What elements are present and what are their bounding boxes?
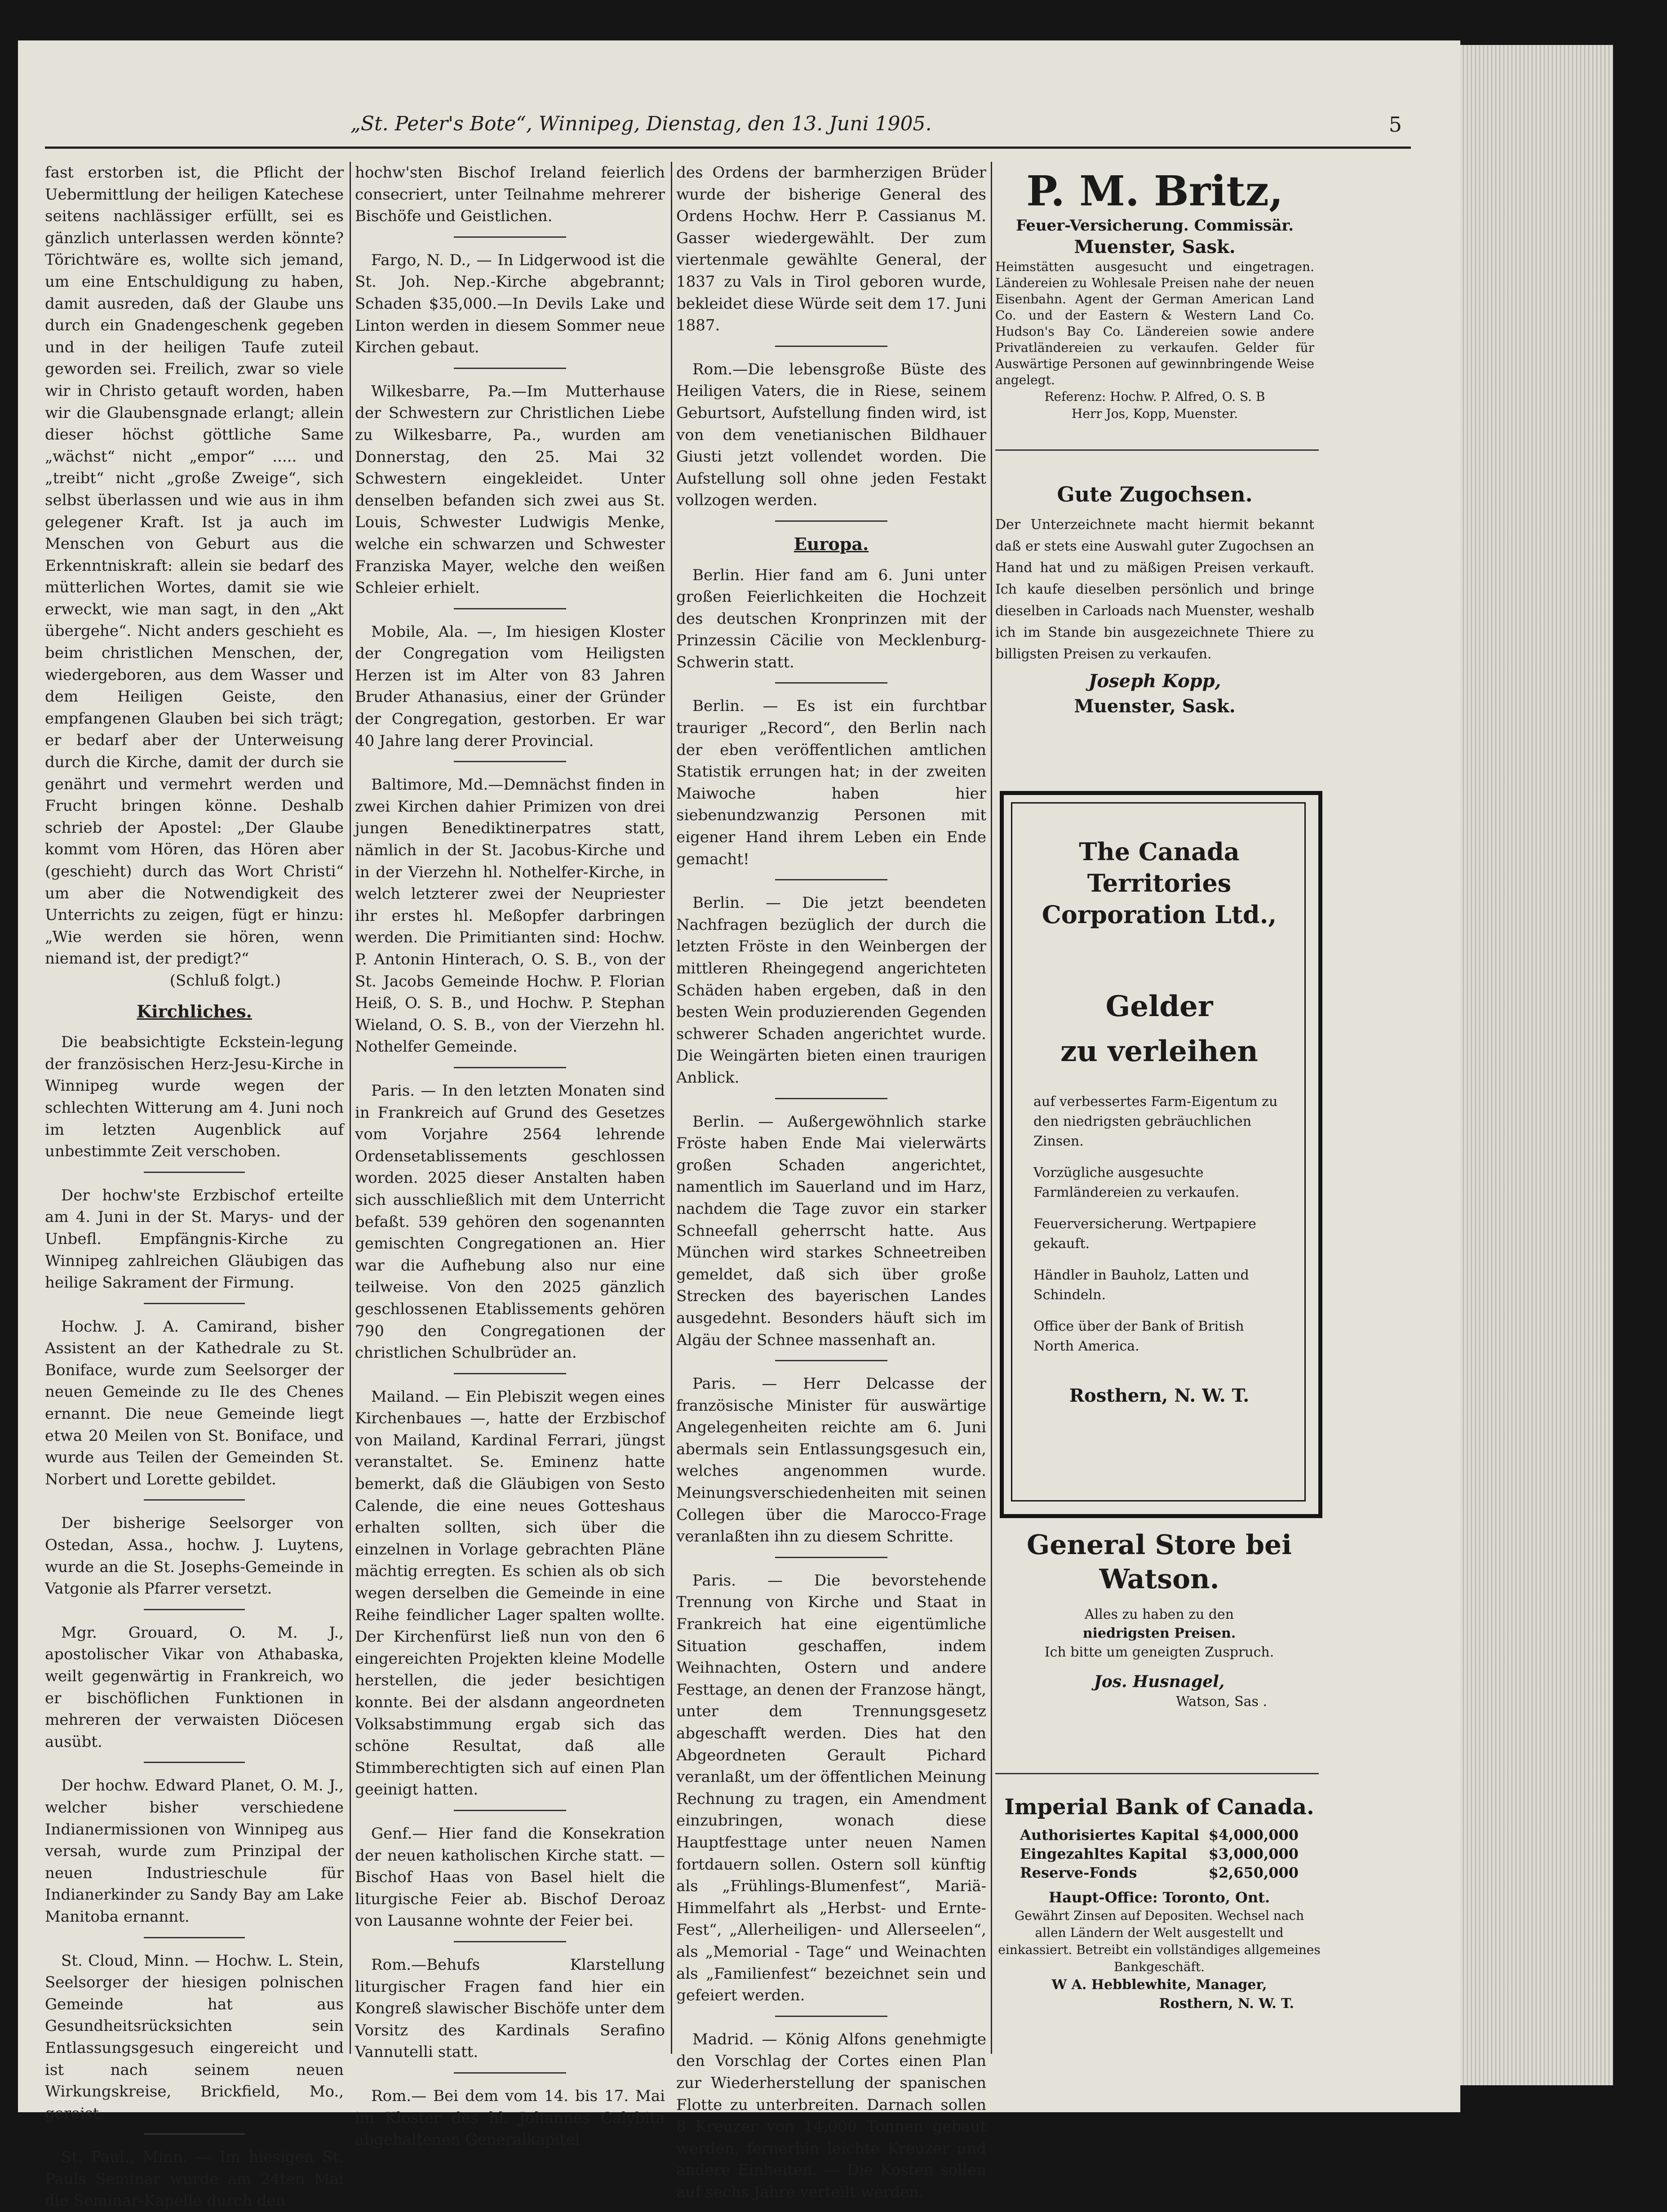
column-rule-3 <box>991 162 992 2054</box>
separator <box>775 1360 887 1361</box>
separator <box>144 1937 245 1938</box>
ad-britz-place: Muenster, Sask. <box>1074 236 1236 258</box>
column-2 <box>355 162 665 2151</box>
header-title: „St. Peter's Bote“, Winnipeg, Dienstag, den 13. Juni 1905. <box>350 112 932 135</box>
ad-britz <box>995 166 1314 422</box>
ad-kopp <box>995 481 1314 719</box>
ad-bank-place: Rosthern, N. W. T. <box>1159 1996 1294 2012</box>
news-item: Hochw. J. A. Camirand, bisher Assistent an der Kathedrale zu St. Boniface, wurde zum Seelsorger der neuen Gemeinde zu Ile des Chenes ernannt. Die neue Gemeinde liegt etwa 20 Meilen von St. Boniface, und wurde aus Teilen der Gemeinden St. Norbert und Lorette gebildet. <box>45 1317 344 1488</box>
news-item: Genf.— Hier fand die Konsekration der neuen katholischen Kirche statt. — Bischof Haas von Basel hielt die liturgische Feier ab. Bischof Deroaz von Lausanne wohnte der Feier bei. <box>355 1824 665 1930</box>
ad-divider <box>995 1773 1319 1774</box>
ad-britz-role: Feuer-Versicherung. Commissär. <box>1015 217 1294 235</box>
separator <box>144 1609 245 1610</box>
separator <box>454 2072 566 2074</box>
ad-watson-title: General Store bei <box>1026 1529 1292 1561</box>
separator <box>454 1810 566 1811</box>
column-1 <box>45 162 344 2212</box>
table-row <box>1020 1863 1299 1882</box>
header-rule <box>45 147 1411 149</box>
ad-bank-value: $4,000,000 <box>1208 1826 1299 1843</box>
page-number: 5 <box>1388 112 1402 137</box>
ad-britz-text: Heimstätten ausgesucht und eingetragen. Ländereien zu Wohlesale Preisen nahe der neuen Eisenbahn. Agent der German American Land Co. und der Eastern & Western Land Co. Hudson's Bay Co. Ländereien sowie andere Privatländereien zu verkaufen. Gelder für Auswärtige Personen auf gewinnbringende Weise angelegt. <box>995 259 1314 387</box>
ad-kopp-signature: Joseph Kopp, <box>1088 671 1221 692</box>
ad-bank <box>998 1793 1321 2013</box>
news-item: Berlin. — Außergewöhnlich starke Fröste haben Ende Mai vielerwärts großen Schaden angerichtet, namentlich im Sauerland und im Harz, nachdem die Tage zuvor ein starker Schneefall geherrscht hatte. Aus München wird starkes Schneetreiben gemeldet, daß sich über große Strecken des bayerischen Landes ausgedehnt. Besonders häuft sich im Algäu der Schnee massenhaft an. <box>676 1112 986 1349</box>
separator <box>775 682 887 684</box>
continued-note: (Schluß folgt.) <box>169 971 281 990</box>
ad-canada <box>1015 836 1303 1408</box>
column-rule-2 <box>671 162 672 2054</box>
news-item: Rom.— Bei dem vom 14. bis 17. Mai im Kloster des hl. Johannes Calybita abgehaltenen Generalkapitel <box>355 2087 665 2149</box>
separator <box>454 368 566 369</box>
separator <box>144 2133 245 2135</box>
ad-britz-reference-2: Herr Jos, Kopp, Muenster. <box>1071 406 1238 421</box>
news-item: Rom.—Behufs Klarstellung liturgischer Fragen fand hier ein Kongreß slawischer Bischöfe unter dem Vorsitz des Kardinals Serafino Vannutelli statt. <box>355 1955 665 2061</box>
ad-britz-reference: Referenz: Hochw. P. Alfred, O. S. B <box>1044 389 1265 404</box>
ad-kopp-text: Der Unterzeichnete macht hiermit bekannt daß er stets eine Auswahl guter Zugochsen an Hand hat und zu mäßigen Preisen verkauft. Ich kaufe dieselben persönlich und bringe dieselben in Carloads nach Muenster, weshalb ich im Stande bin ausgezeichnete Thiere zu billigsten Preisen zu verkaufen. <box>995 517 1314 662</box>
section-heading: Europa. <box>794 533 869 554</box>
ad-watson-line: Alles zu haben zu den <box>1084 1607 1234 1622</box>
news-item: Berlin. Hier fand am 6. Juni unter großen Feierlichkeiten die Hochzeit des deutschen Kronprinzen mit der Prinzessin Cäcilie von Mecklenburg-Schwerin statt. <box>676 566 986 671</box>
ad-canada-headline: Gelder <box>1105 990 1213 1023</box>
separator <box>775 520 887 522</box>
separator <box>454 1373 566 1374</box>
page-header <box>45 112 1411 148</box>
separator <box>454 608 566 609</box>
separator <box>144 1762 245 1763</box>
news-item: Die beabsichtigte Eckstein-legung der französischen Herz-Jesu-Kirche in Winnipeg wurde wegen der schlechten Witterung am 4. Juni noch im letzten Augenblick auf unbestimmte Zeit verschoben. <box>45 1033 344 1161</box>
ad-canada-place: Rosthern, N. W. T. <box>1069 1385 1250 1406</box>
ad-canada-title: The Canada Territories Corporation Ltd., <box>1042 837 1277 929</box>
separator <box>144 1499 245 1501</box>
ad-bank-label: Eingezahltes Kapital <box>1020 1845 1187 1862</box>
news-item: Fargo, N. D., — In Lidgerwood ist die St. Joh. Nep.-Kirche abgebrannt; Schaden $35,000.—In Devils Lake und Linton werden in diesem Sommer neue Kirchen gebaut. <box>355 251 665 357</box>
ad-bank-signature: W A. Hebblewhite, Manager, <box>1051 1977 1267 1993</box>
news-item: St. Paul., Minn. — Im hiesigen St. Pauls Seminar wurde am 24ten Mai die Seminar-Kapelle durch den <box>45 2148 344 2210</box>
news-item: Rom.—Die lebensgroße Büste des Heiligen Vaters, die in Riese, seinem Geburtsort, Aufstellung finden wird, ist von dem venetianischen Bildhauer Giusti jetzt vollendet worden. Die Aufstellung soll ohne jeden Festakt vollzogen werden. <box>676 360 986 510</box>
news-item: Paris. — Die bevorstehende Trennung von Kirche und Staat in Frankreich hat eine eigentümliche Situation geschaffen, indem Weihnachten, Ostern und andere Festtage, an denen der Franzose hängt, unter dem Trennungsgesetz abgeschafft werden. Dies hat den Abgeordneten Gerault Pichard veranlaßt, um der öffentlichen Meinung Rechnung zu tragen, ein Amendment einzubringen, wonach diese Hauptfesttage unter neuen Namen fortdauern sollen. Ostern soll künftig als „Frühlings-Blumenfest“, Mariä-Himmelfahrt als „Herbst- und Ernte-Fest“, „Allerheiligen- und Allerseelen“, als „Memorial - Tage“ und Weinachten als „Familienfest“ bezeichnet sein und gefeiert werden. <box>676 1571 986 2005</box>
ad-bank-capital-table <box>1020 1826 1299 1882</box>
column-rule-1 <box>350 162 351 2054</box>
separator <box>775 1557 887 1558</box>
separator <box>454 236 566 238</box>
ad-britz-name: P. M. Britz, <box>1026 167 1283 215</box>
page-edges <box>1460 45 1613 2085</box>
ad-bank-value: $3,000,000 <box>1208 1845 1299 1862</box>
separator <box>775 2016 887 2017</box>
separator <box>775 346 887 347</box>
ad-canada-text <box>1015 1092 1303 1356</box>
news-item: Der bisherige Seelsorger von Ostedan, Assa., hochw. J. Luytens, wurde an die St. Josephs-Gemeinde in Vatgonie als Pfarrer versetzt. <box>45 1514 344 1598</box>
ad-canada-line: auf verbessertes Farm-Eigentum zu den niedrigsten gebräuchlichen Zinsen. <box>1033 1094 1278 1149</box>
ad-bank-head-office: Haupt-Office: Toronto, Ont. <box>1048 1889 1270 1906</box>
separator <box>454 1067 566 1068</box>
article-paragraph: fast erstorben ist, die Pflicht der Uebermittlung der heiligen Katechese seitens nachlässiger erfüllt, sei es gänzlich unterlassen werden könnte? Törichtwäre es, wollte sich jemand, um eine Entschuldigung zu haben, damit ausreden, daß der Glaube uns durch ein Gnadengeschenk gegeben und in der heiligen Taufe zuteil geworden sei. Freilich, zwar so viele wir in Christo getauft worden, haben wir die Glaubensgnade erlangt; allein dieser höchst göttliche Same „wächst“ nicht „empor“ ..... und „treibt“ nicht „große Zweige“, sich selbst überlassen und wie aus in ihm gelegener Kraft. Ist ja auch im Menschen von Geburt aus die Erkenntniskraft: allein sie bedarf des mütterlichen Wortes, damit sie wie erweckt, wie man sagt, in den „Akt übergehe“. Nicht anders geschieht es beim christlichen Menschen, der, wiedergeboren, aus dem Wasser und dem Heiligen Geiste, den empfangenen Glauben bei sich trägt; er bedarf aber der Unterweisung durch die Kirche, damit der durch sie genährt und vermehrt werden und Frucht bringen könne. Deshalb schrieb der Apostel: „Der Glaube kommt vom Hören, das Hören aber (geschieht) durch das Wort Christi“ um aber die Notwendigkeit des Unterrichts zu zeigen, fügt er hinzu: „Wie werden sie hören, wenn niemand ist, der predigt?“ <box>45 164 344 968</box>
table-row <box>1020 1844 1299 1863</box>
separator <box>144 1303 245 1304</box>
news-item: Berlin. — Es ist ein furchtbar trauriger „Record“, den Berlin nach der eben veröffentlichen amtlichen Statistik errungen hat; in der zweiten Maiwoche haben hier siebenundzwanzig Personen mit eigener Hand ihrem Leben ein Ende gemacht! <box>676 697 986 868</box>
ad-watson <box>1002 1528 1317 1711</box>
ad-watson-place: Watson, Sas . <box>1176 1694 1267 1710</box>
news-item: Der hochw. Edward Planet, O. M. J., welcher bisher verschiedene Indianermissionen von Winnipeg aus versah, wurde zum Prinzipal der neuen Industrieschule für Indianerkinder zu Sandy Bay am Lake Manitoba ernannt. <box>45 1777 344 1926</box>
ad-bank-text: Gewährt Zinsen auf Depositen. Wechsel nach allen Ländern der Welt ausgestellt und einkassiert. Betreibt ein vollständiges allgemeines Bankgeschäft. <box>998 1908 1321 1974</box>
ad-bank-label: Authorisiertes Kapital <box>1020 1826 1199 1843</box>
ad-canada-line: Vorzügliche ausgesuchte Farmländereien zu verkaufen. <box>1033 1165 1240 1200</box>
news-item: Der hochw'ste Erzbischof erteilte am 4. Juni in der St. Marys- und der Unbefl. Empfängnis-Kirche zu Winnipeg zahlreichen Gläubigen das heilige Sakrament der Firmung. <box>45 1186 344 1292</box>
ad-bank-label: Reserve-Fonds <box>1020 1864 1137 1881</box>
ad-kopp-title: Gute Zugochsen. <box>1057 482 1253 506</box>
separator <box>144 1172 245 1173</box>
ad-divider <box>995 449 1319 451</box>
news-item: des Ordens der barmherzigen Brüder wurde der bisherige General des Ordens Hochw. Herr P. Cassianus M. Gasser wiedergewählt. Der zum viertenmale gewählte General, der 1837 zu Vals in Tirol geboren wurde, bekleidet diese Würde seit dem 17. Juni 1887. <box>676 164 986 335</box>
news-item: Mgr. Grouard, O. M. J., apostolischer Vikar von Athabaska, weilt gegenwärtig in Frankreich, wo er bischöflichen Funktionen in mehreren der verwaisten Diöcesen ausübt. <box>45 1623 344 1751</box>
news-item: hochw'sten Bischof Ireland feierlich consecriert, unter Teilnahme mehrerer Bischöfe und Geistlichen. <box>355 164 665 226</box>
ad-canada-headline-2: zu verleihen <box>1060 1035 1258 1068</box>
ad-canada-line: Office über der Bank of British North America. <box>1033 1319 1244 1354</box>
table-row <box>1020 1826 1299 1844</box>
ad-canada-line: Händler in Bauholz, Latten und Schindeln. <box>1033 1267 1249 1303</box>
ad-bank-value: $2,650,000 <box>1208 1864 1299 1881</box>
ad-canada-line: Feuerversicherung. Wertpapiere gekauft. <box>1033 1216 1256 1252</box>
news-item: Berlin. — Die jetzt beendeten Nachfragen bezüglich der durch die letzten Fröste in den Weinbergen der mittleren Rheingegend angerichteten Schäden haben ergeben, daß in den besten Wein produzierenden Gegenden schwerer Schaden angerichtet wurde. Die Weingärten bieten einen traurigen Anblick. <box>676 894 986 1087</box>
separator <box>454 1941 566 1942</box>
column-3 <box>676 162 986 2203</box>
news-item: Paris. — Herr Delcasse der französische Minister für auswärtige Angelegenheiten reichte am 6. Juni abermals sein Entlassungsgesuch ein, welches angenommen wurde. Meinungsverschiedenheiten mit seinen Collegen über die Marocco-Frage veranlaßten ihn zu diesem Schritte. <box>676 1375 986 1546</box>
news-item: Madrid. — König Alfons genehmigte den Vorschlag der Cortes einen Plan zur Wiederherstellung der spanischen Flotte zu unterbreiten. Darnach sollen 8 Kreuzer von 14,000 Tonnen gebaut werden, fernerhin leichte Kreuzer und andere Einheiten. — Die Kosten sollen auf sechs Jahre verteilt werden. <box>676 2030 986 2201</box>
ad-watson-signature: Jos. Husnagel, <box>1094 1672 1225 1691</box>
news-item: St. Cloud, Minn. — Hochw. L. Stein, Seelsorger der hiesigen polnischen Gemeinde hat aus Gesundheitsrücksichten sein Entlassungsgesuch eingereicht und ist nach seinem neuen Wirkungskreise, Brickfield, Mo., gereist. <box>45 1951 344 2123</box>
ad-bank-title: Imperial Bank of Canada. <box>1004 1794 1314 1820</box>
news-item: Baltimore, Md.—Demnächst finden in zwei Kirchen dahier Primizen von drei jungen Benediktinerpatres statt, nämlich in der St. Jacobus-Kirche und in der Vierzehn hl. Nothelfer-Kirche, in welch letzterer zwei der Neupriester ihr erstes hl. Meßopfer darbringen werden. Die Primitianten sind: Hochw. P. Antonin Hinterach, O. S. B., von der St. Jacobs Gemeinde Hochw. P. Florian Heiß, O. S. B., und Hochw. P. Stephan Wieland, O. S. B., von der Vierzehn hl. Nothelfer Gemeinde. <box>355 776 665 1056</box>
separator <box>454 761 566 762</box>
ad-watson-title-2: Watson. <box>1099 1564 1219 1595</box>
news-item: Mobile, Ala. —, Im hiesigen Kloster der Congregation vom Heiligsten Herzen ist im Alter von 83 Jahren Bruder Athanasius, einer der Gründer der Congregation, gestorben. Er war 40 Jahre lang derer Provincial. <box>355 622 665 750</box>
ad-watson-line: Ich bitte um geneigten Zuspruch. <box>1044 1644 1274 1660</box>
section-heading: Kirchliches. <box>137 1001 252 1022</box>
separator <box>775 879 887 880</box>
news-item: Mailand. — Ein Plebiszit wegen eines Kirchenbaues —, hatte der Erzbischof von Mailand, Kardinal Ferrari, jüngst veranstaltet. Se. Eminenz hatte bemerkt, daß die Gläubigen von Sesto Calende, die eine neues Gotteshaus erhalten sollten, sich über die einzelnen in Vorlage gebrachten Pläne mächtig erregten. Es schien als ob sich wegen derselben die Gemeinde in eine Reihe feindlicher Lager spalten wollte. Der Kirchenfürst ließ nun von den 6 eingereichten Projekten kleine Modelle herstellen, die jeder besichtigen konnte. Bei der alsdann angeordneten Volksabstimmung ergab sich das schöne Resultat, daß alle Stimmberechtigten sich auf einen Plan geeinigt hatten. <box>355 1387 665 1799</box>
ad-watson-line: niedrigsten Preisen. <box>1082 1626 1236 1641</box>
news-item: Paris. — In den letzten Monaten sind in Frankreich auf Grund des Gesetzes vom Vorjahre 2564 lehrende Ordensetablissements geschlossen worden. 2025 dieser Anstalten haben sich ausschließlich mit dem Unterricht befaßt. 539 gehören den sogenannten gemischten Congregationen an. Hier war die Aufhebung also nur eine teilweise. Von den 2025 gänzlich geschlossenen Etablissements gehören 790 den Congregationen der christlichen Schulbrüder an. <box>355 1081 665 1362</box>
separator <box>775 1098 887 1099</box>
news-item: Wilkesbarre, Pa.—Im Mutterhause der Schwestern zur Christlichen Liebe zu Wilkesbarre, Pa., wurden am Donnerstag, den 25. Mai 32 Schwestern eingekleidet. Unter denselben befanden sich zwei aus St. Louis, Schwester Ludwigis Menke, welche ein schwarzen und Schwester Franziska Mayer, welche den weißen Schleier erhielt. <box>355 382 665 597</box>
ad-kopp-place: Muenster, Sask. <box>1074 696 1236 717</box>
